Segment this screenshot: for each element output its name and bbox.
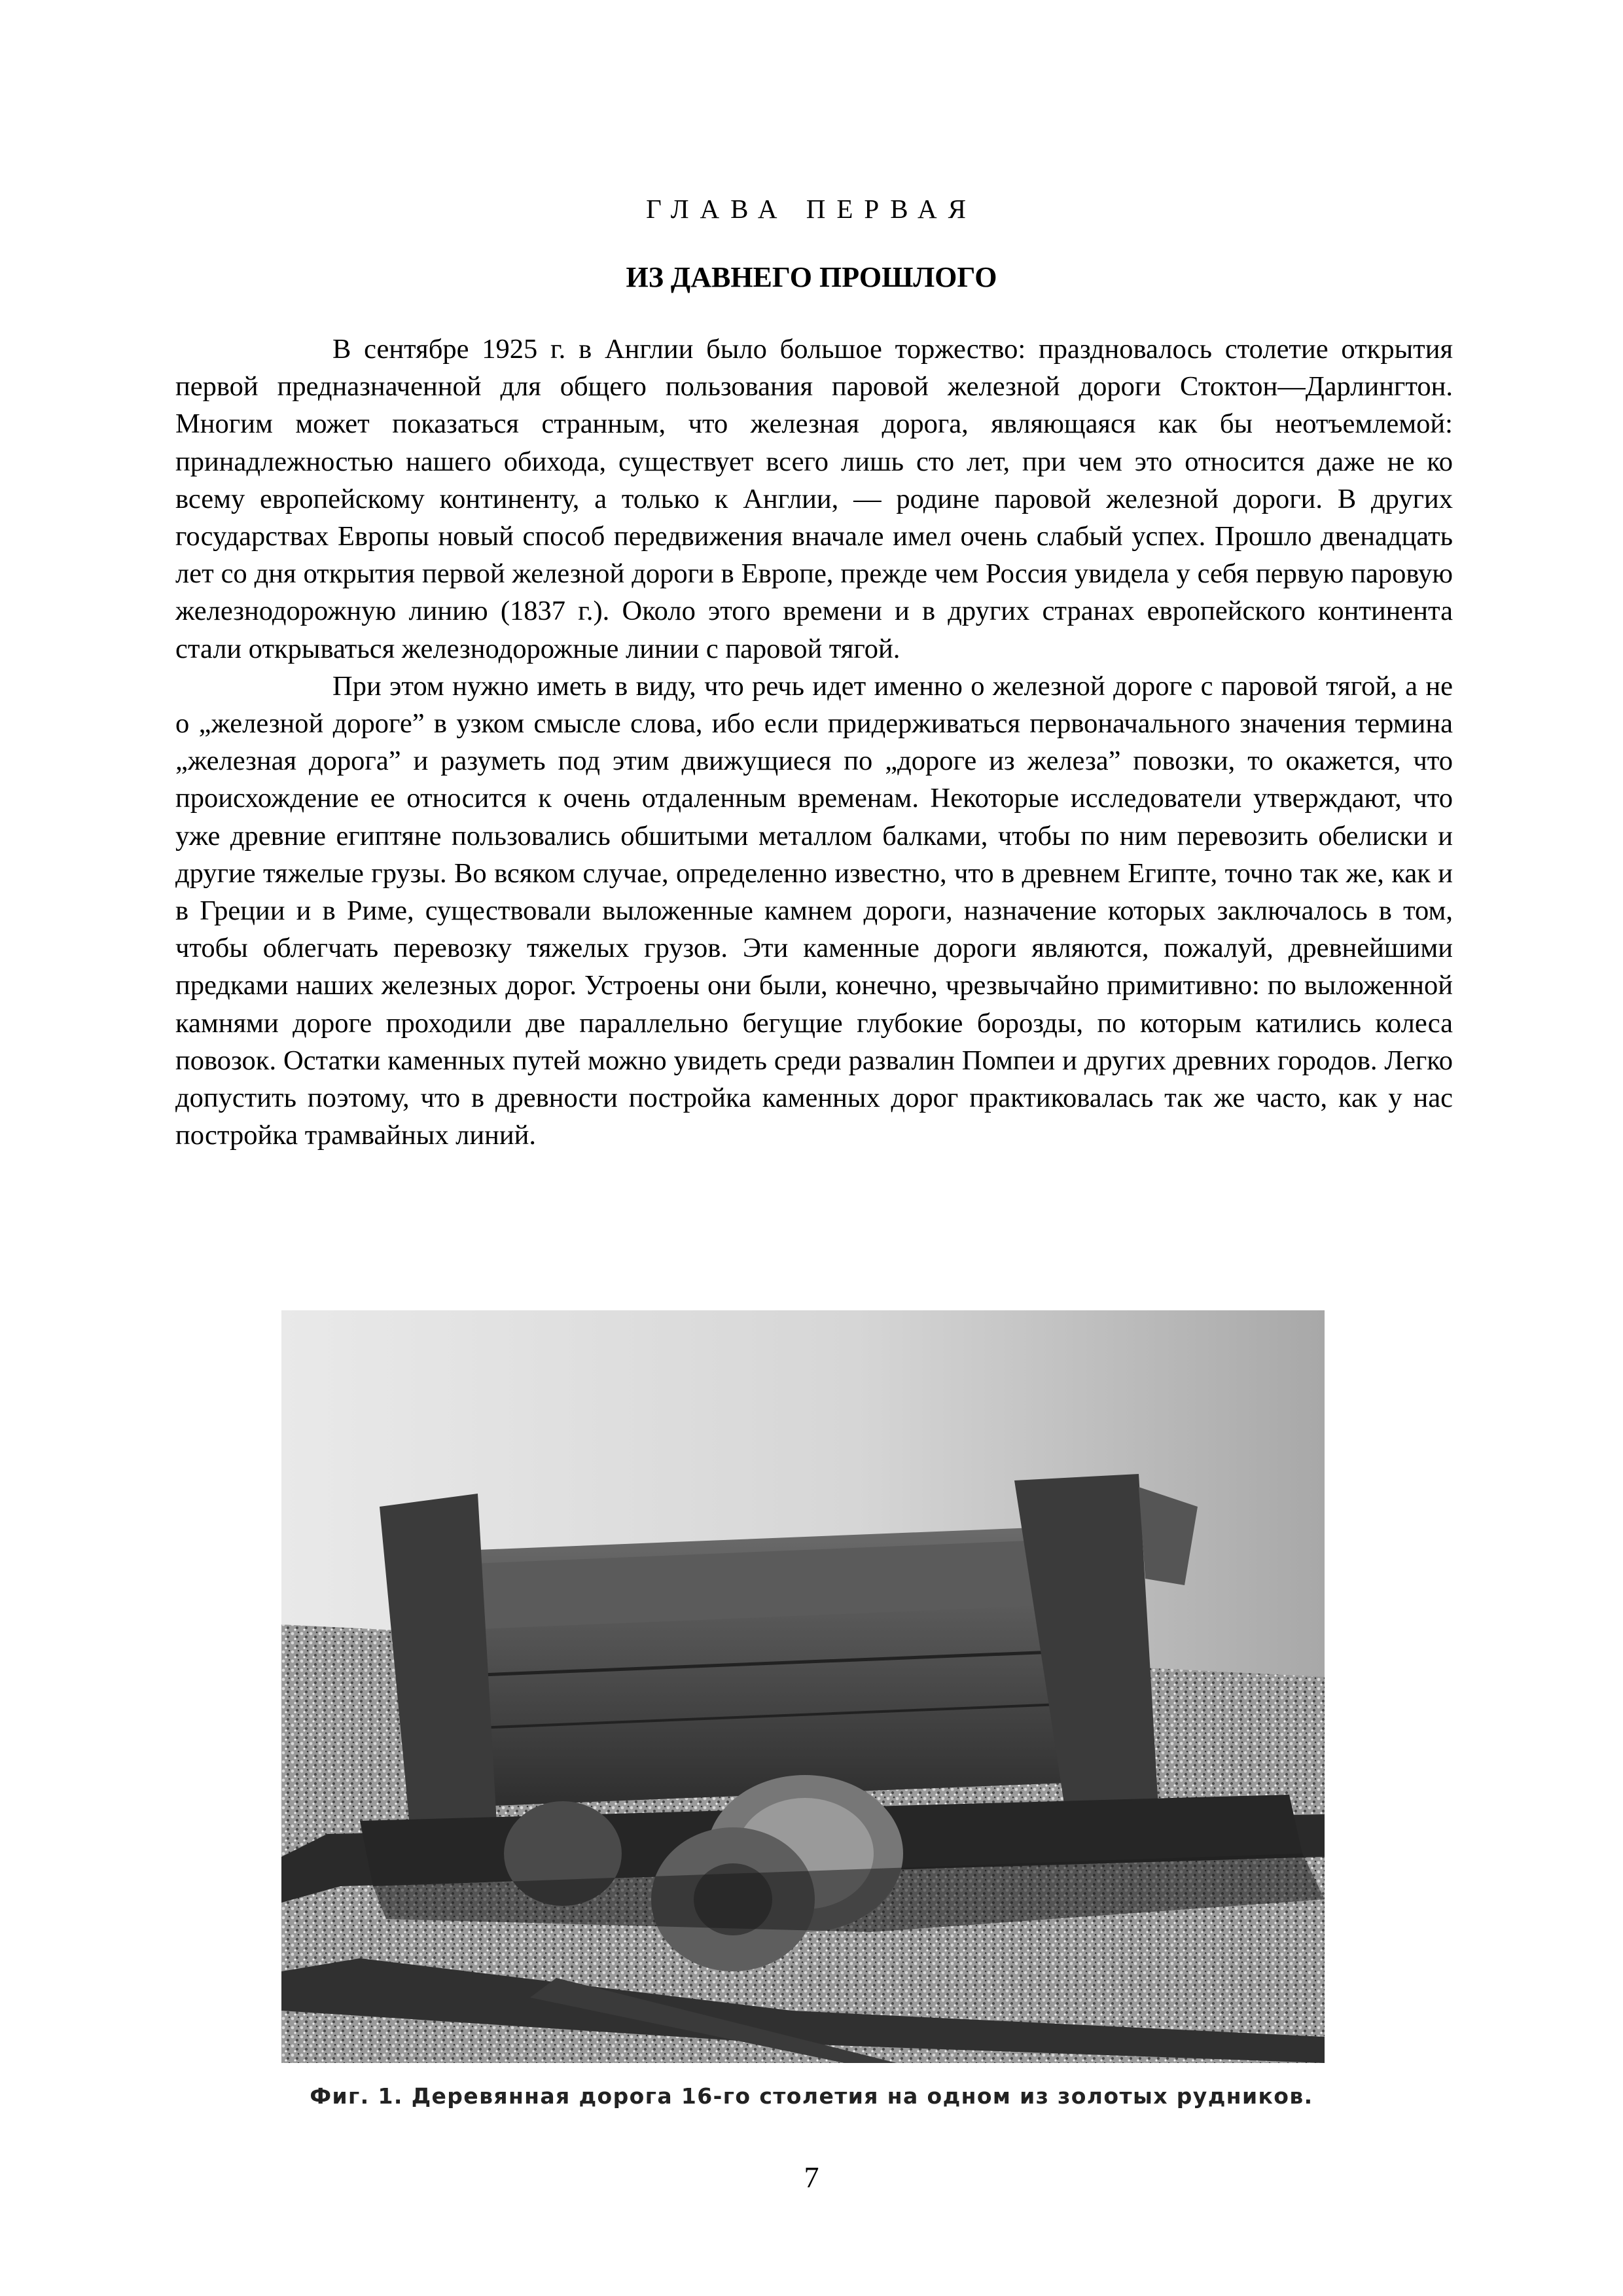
chapter-title: ИЗ ДАВНЕГО ПРОШЛОГО	[626, 261, 997, 293]
paragraph-1: В сентябре 1925 г. в Англии было большое торжество: праздновалось столетие открытия первой предназначенной для общего пользования паровой железной дороги Стоктон—Дарлингтон. Многим может показаться странным, что железная дорога, являющаяся как бы неотъемлемой: принадлежностью нашего обихода, существует всего лишь сто лет, при чем это относится даже не ко всему европейскому континенту, а только к Англии, — родине паровой железной дороги. В других государствах Европы новый способ передвижения вначале имел очень слабый успех. Прошло двенадцать лет со дня открытия первой железной дороги в Европе, прежде чем Россия увидела у себя первую паровую железнодорожную линию (1837 г.). Около этого времени и в других странах европейского континента стали открываться железнодорожные линии с паровой тягой.	[175, 334, 1453, 664]
figure-photo-mine-cart	[281, 1310, 1325, 2063]
chapter-label: ГЛАВА ПЕРВАЯ	[646, 194, 977, 224]
figure-caption: Фиг. 1. Деревянная дорога 16-го столетия на одном из золотых рудников.	[310, 2083, 1313, 2109]
page-number: 7	[804, 2161, 819, 2194]
paragraph-2: При этом нужно иметь в виду, что речь идет именно о железной дороге с паровой тягой, а не о „железной дороге” в узком смысле слова, ибо если придерживаться первоначального значения термина „железная дорога” и разуметь под этим движущиеся по „дороге из железа” повозки, то окажется, что происхождение ее относится к очень отдаленным временам. Некоторые исследователи утверждают, что уже древние египтяне пользовались обшитыми металлом балками, чтобы по ним перевозить обелиски и другие тяжелые грузы. Во всяком случае, определенно известно, что в древнем Египте, точно так же, как и в Греции и в Риме, существовали выложенные камнем дороги, назначение которых заключалось в том, чтобы облегчать перевозку тяжелых грузов. Эти каменные дороги являются, пожалуй, древнейшими предками наших железных дорог. Устроены они были, конечно, чрезвычайно примитивно: по выложенной камнями дороге проходили две параллельно бегущие глубокие борозды, по которым катились колеса повозок. Остатки каменных путей можно увидеть среди развалин Помпеи и других древних городов. Легко допустить поэтому, что в древности постройка каменных дорог практиковалась так же часто, как у нас постройка трамвайных линий.	[175, 670, 1453, 1151]
mine-cart-photo-illustration	[281, 1310, 1325, 2063]
body-text	[175, 331, 1453, 1154]
